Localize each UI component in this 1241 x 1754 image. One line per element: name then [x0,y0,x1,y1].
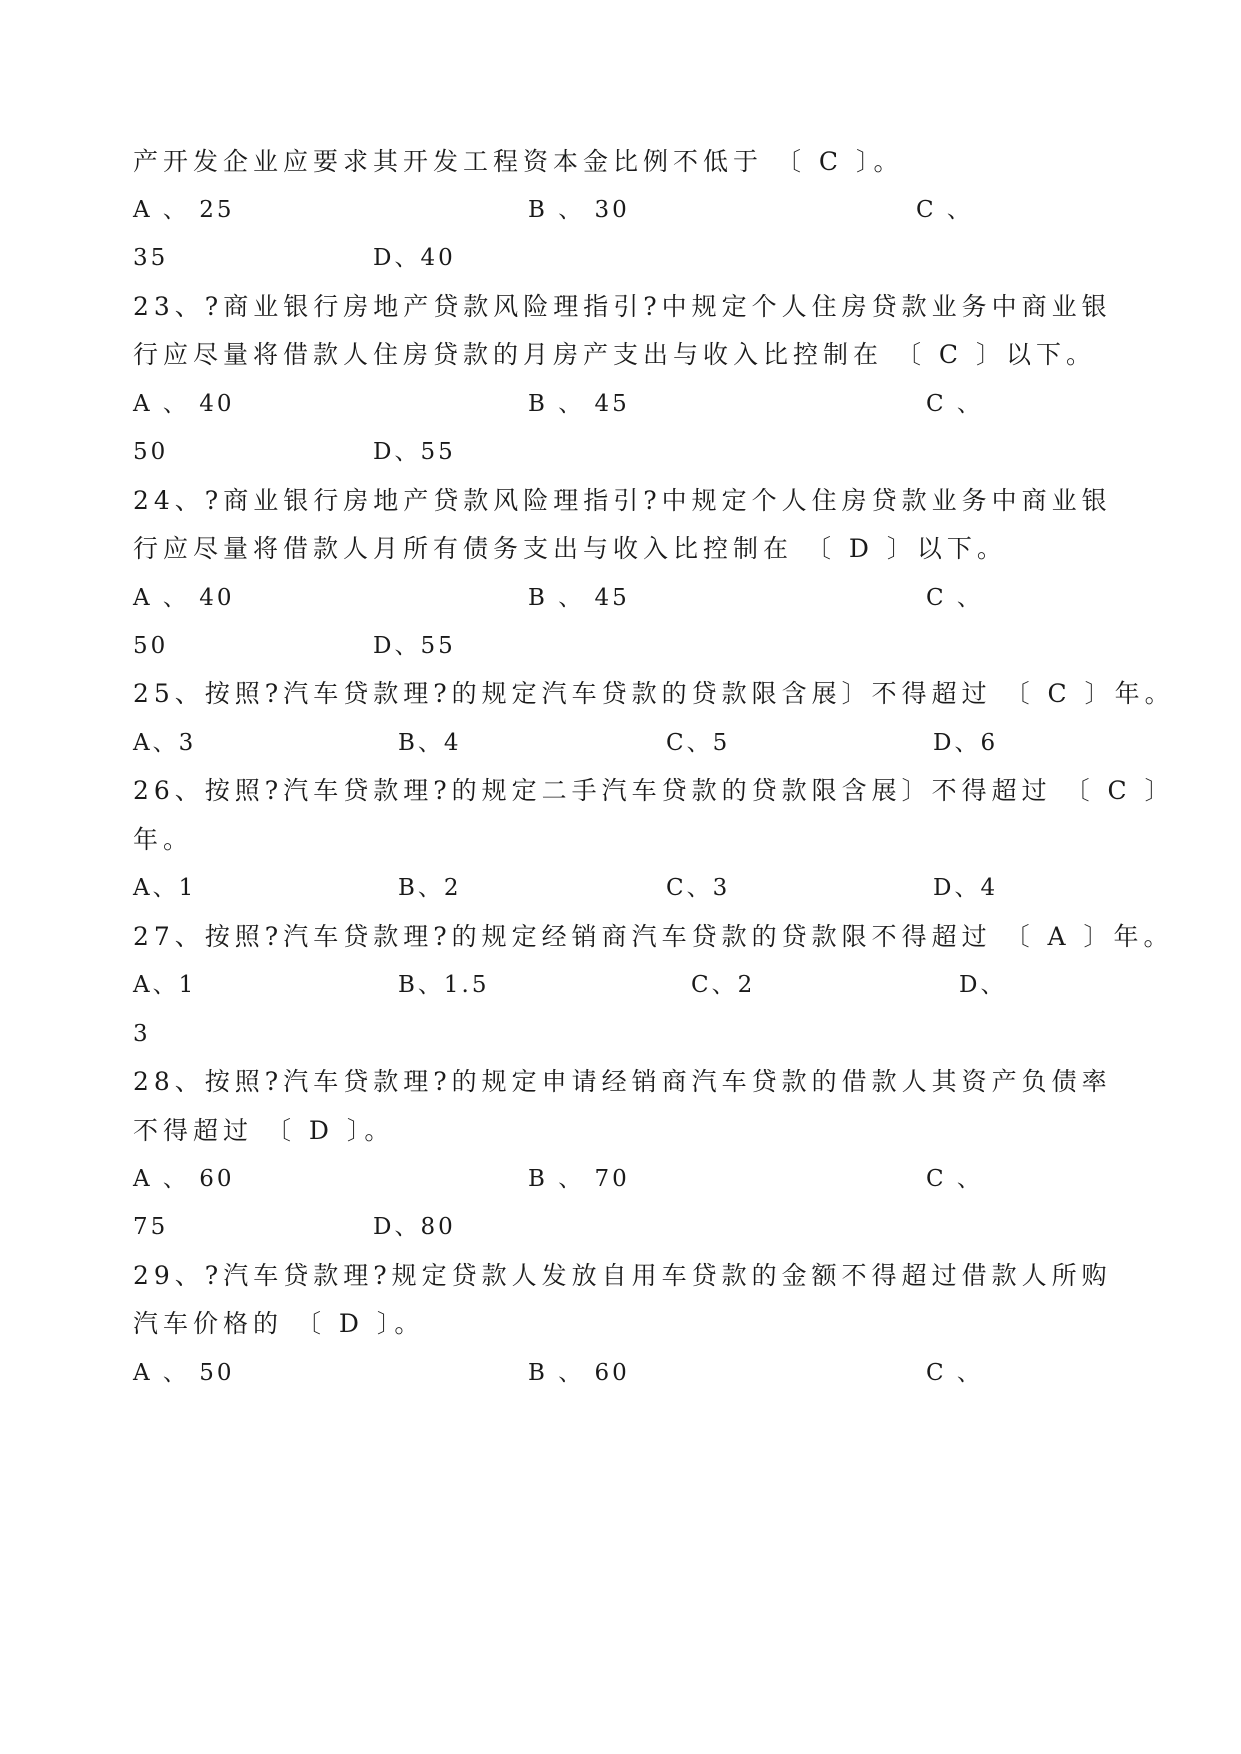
question-24-text-line-2: 行应尽量将借款人月所有债务支出与收入比控制在 〔 D 〕以下。 [133,534,1007,563]
question-28-text-line-2: 不得超过 〔 D 〕。 [133,1116,395,1145]
question-26-text-line-2: 年。 [133,825,194,854]
question-28-option-a: A 、 60 [133,1166,235,1192]
question-28-option-c-value: 75 [133,1214,169,1240]
question-22-option-c: C 、 [916,197,973,223]
question-28-text-line-1: 28、按照?汽车贷款理?的规定申请经销商汽车贷款的借款人其资产负债率 [133,1067,1112,1096]
question-25-option-c: C、5 [666,730,731,756]
question-24-option-a: A 、 40 [133,585,235,611]
question-29-text-line-1: 29、?汽车贷款理?规定贷款人发放自用车贷款的金额不得超过借款人所购 [133,1261,1112,1290]
question-25-text: 25、按照?汽车贷款理?的规定汽车贷款的贷款限含展〕不得超过 〔 C 〕年。 [133,679,1175,708]
question-27-option-c: C、2 [691,972,756,998]
question-28-option-b: B 、 70 [528,1166,630,1192]
question-25-option-b: B、4 [398,730,462,756]
question-24-option-d: D、55 [373,633,456,659]
question-24-text-line-1: 24、?商业银行房地产贷款风险理指引?中规定个人住房贷款业务中商业银 [133,486,1112,515]
question-27-text: 27、按照?汽车贷款理?的规定经销商汽车贷款的贷款限不得超过 〔 A 〕年。 [133,922,1174,951]
question-28-option-c: C 、 [926,1166,983,1192]
question-22-text: 产开发企业应要求其开发工程资本金比例不低于 〔 C 〕。 [133,147,904,176]
question-24-option-c-value: 50 [133,633,169,659]
question-27-option-d-value: 3 [133,1021,151,1047]
question-26-text-line-1: 26、按照?汽车贷款理?的规定二手汽车贷款的贷款限含展〕不得超过 〔 C 〕 [133,776,1175,805]
question-23-text-line-2: 行应尽量将借款人住房贷款的月房产支出与收入比控制在 〔 C 〕以下。 [133,340,1096,369]
question-23-option-c: C 、 [926,391,983,417]
question-29-option-c: C 、 [926,1360,983,1386]
question-25-option-a: A、3 [133,730,197,756]
question-23-option-c-value: 50 [133,439,169,465]
question-22-option-b: B 、 30 [528,197,630,223]
question-27-option-a: A、1 [133,972,197,998]
question-26-option-a: A、1 [133,875,197,901]
question-27-option-b: B、1.5 [398,972,490,998]
question-25-option-d: D、6 [933,730,999,756]
question-23-option-b: B 、 45 [528,391,630,417]
question-24-option-c: C 、 [926,585,983,611]
question-24-option-b: B 、 45 [528,585,630,611]
question-26-option-b: B、2 [398,875,462,901]
question-22-option-c-value: 35 [133,245,169,271]
question-28-option-d: D、80 [373,1214,456,1240]
question-29-option-b: B 、 60 [528,1360,630,1386]
question-27-option-d: D、 [959,972,1007,998]
question-23-option-d: D、55 [373,439,456,465]
question-29-text-line-2: 汽车价格的 〔 D 〕。 [133,1309,425,1338]
question-26-option-d: D、4 [933,875,999,901]
question-22-option-d: D、40 [373,245,456,271]
question-23-option-a: A 、 40 [133,391,235,417]
question-23-text-line-1: 23、?商业银行房地产贷款风险理指引?中规定个人住房贷款业务中商业银 [133,292,1112,321]
question-29-option-a: A 、 50 [133,1360,235,1386]
question-26-option-c: C、3 [666,875,731,901]
question-22-option-a: A 、 25 [133,197,235,223]
